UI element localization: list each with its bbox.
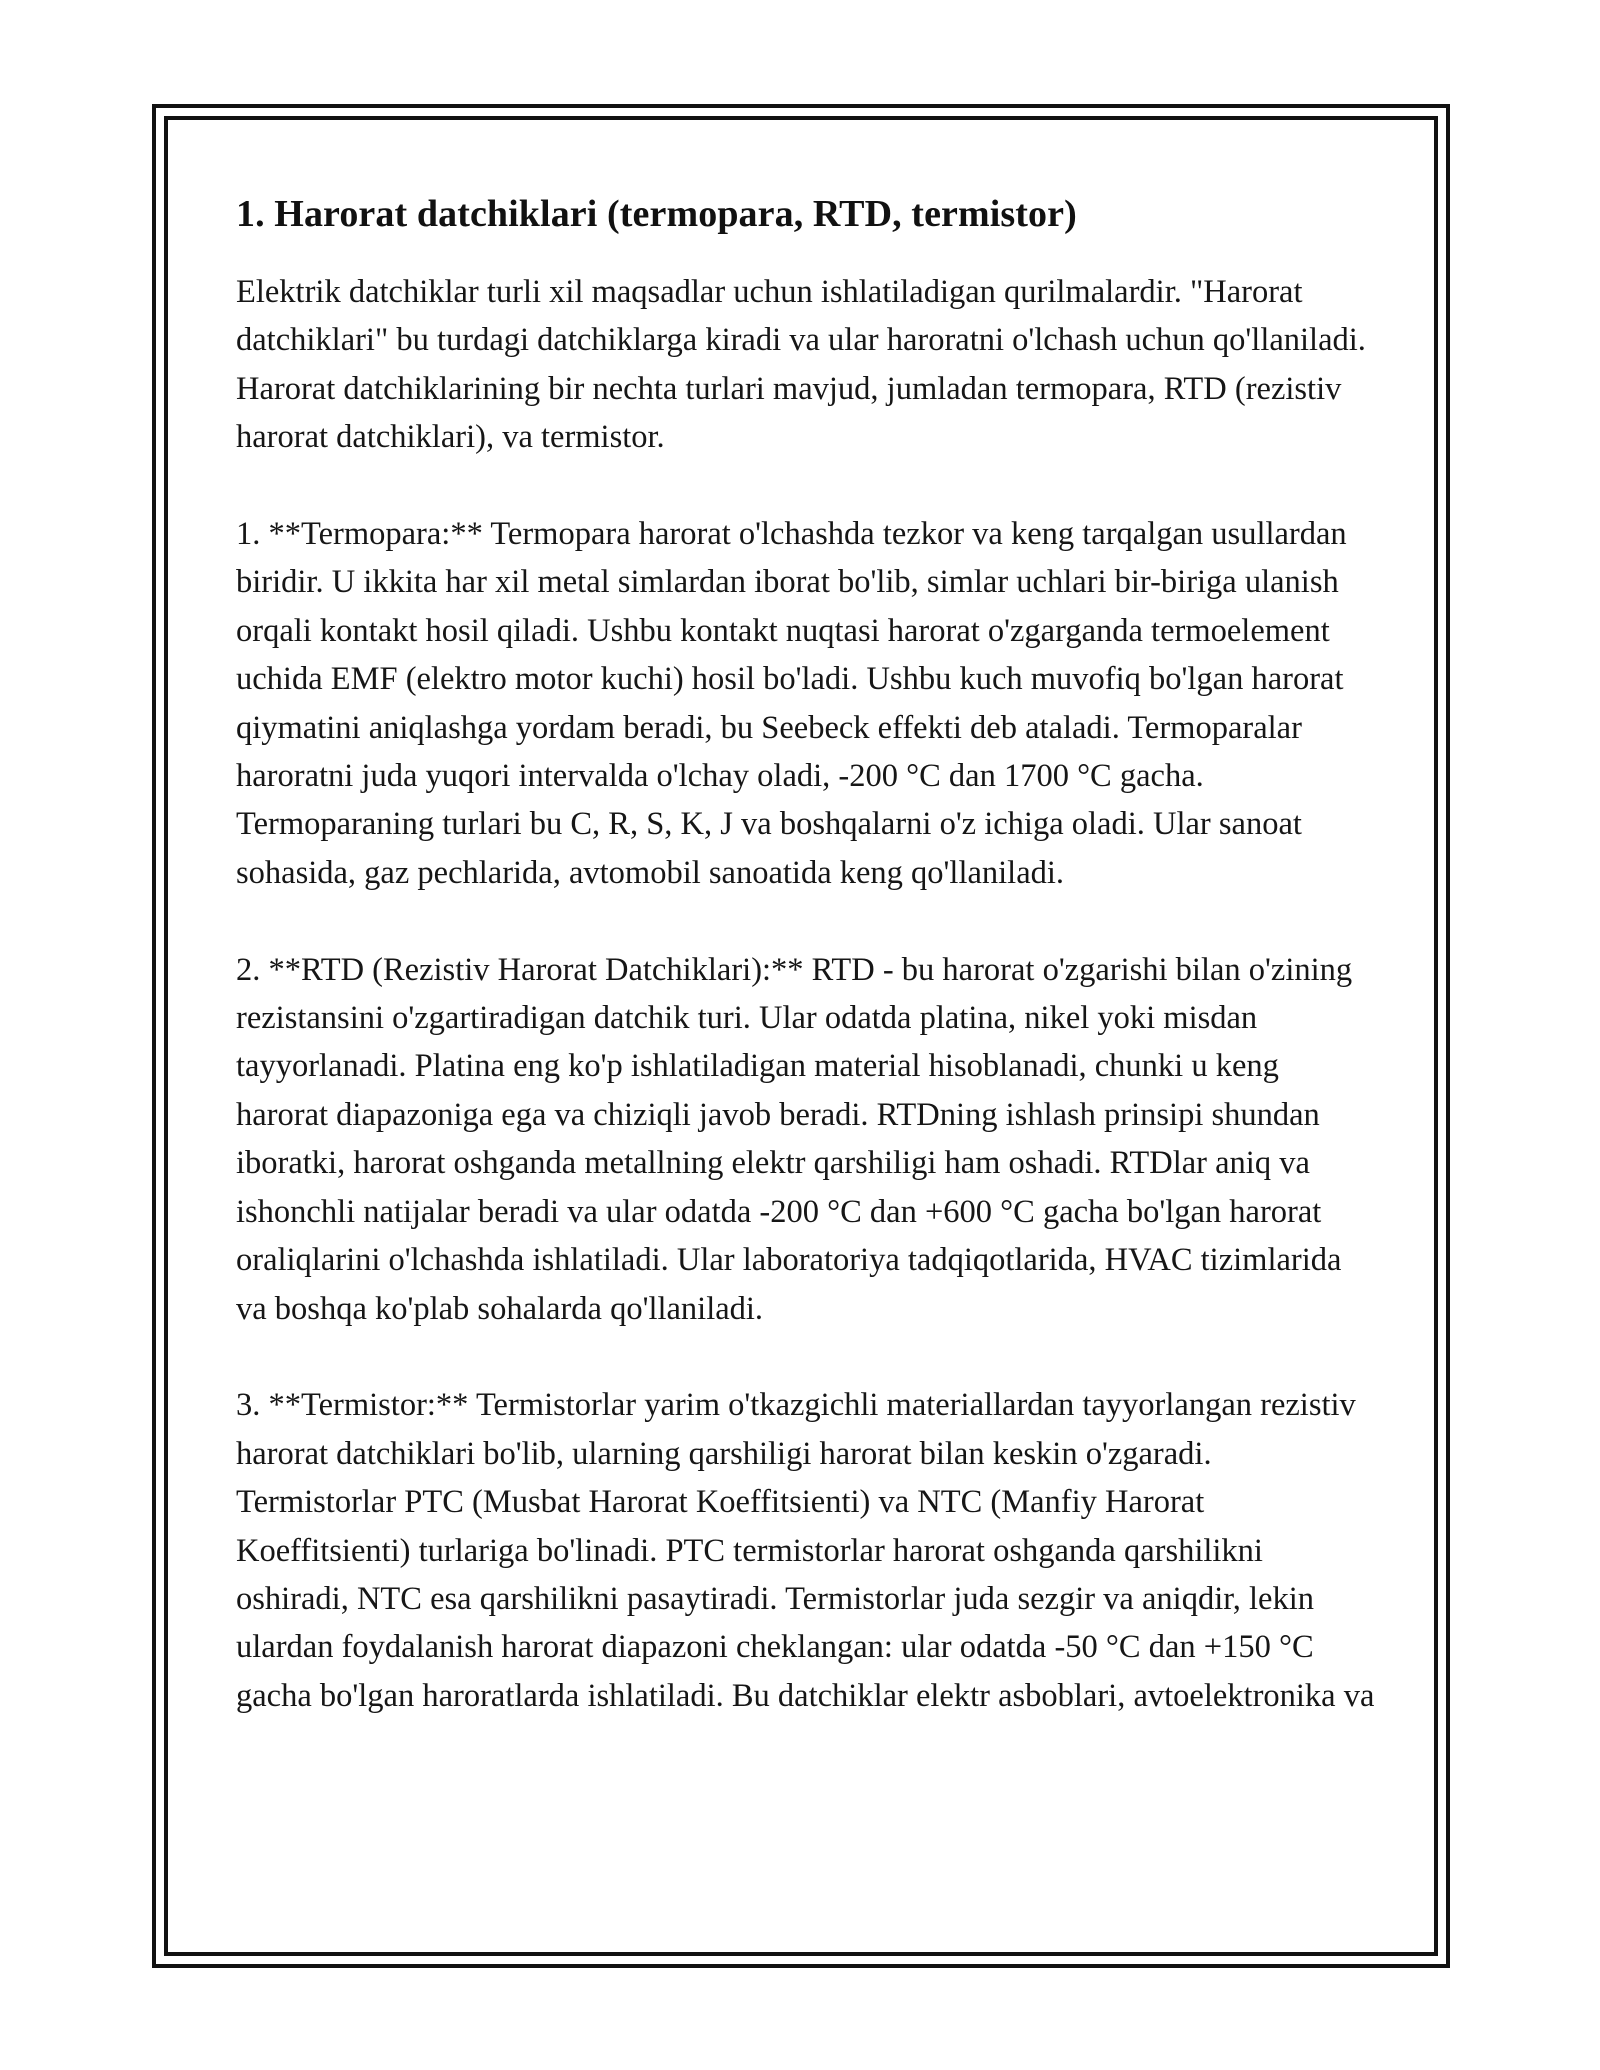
thermistor-paragraph: 3. **Termistor:** Termistorlar yarim o'tkazgichli materiallardan tayyorlangan rezistiv harorat datchiklari bo'lib, ularning qarshiligi harorat bilan keskin o'zgaradi. Termistorlar PTC (Musbat Harorat Koeffitsienti) va NTC (Manfiy Harorat Koeffitsienti) turlariga bo'linadi. PTC termistorlar harorat oshganda qarshilikni oshiradi, NTC esa qarshilikni pasaytiradi. Termistorlar juda sezgir va aniqdir, lekin ulardan foydalanish harorat diapazoni cheklangan: ular odatda -50 °C dan +150 °C gacha bo'lgan haroratlarda ishlatiladi. Bu datchiklar elektr asboblari, avtoelektronika va bbox=[236, 1387, 1375, 1714]
thermocouple-paragraph: 1. **Termopara:** Termopara harorat o'lchashda tezkor va keng tarqalgan usullardan biridir. U ikkita har xil metal simlardan iborat bo'lib, simlar uchlari bir-biriga ulanish orqali kontakt hosil qiladi. Ushbu kontakt nuqtasi harorat o'zgarganda termoelement uchida EMF (elektro motor kuchi) hosil bo'ladi. Ushbu kuch muvofiq bo'lgan harorat qiymatini aniqlashga yordam beradi, bu Seebeck effekti deb ataladi. Termoparalar haroratni juda yuqori intervalda o'lchay oladi, -200 °C dan 1700 °C gacha. Termoparaning turlari bu C, R, S, K, J va boshqalarni o'z ichiga oladi. Ular sanoat sohasida, gaz pechlarida, avtomobil sanoatida keng qo'llaniladi. bbox=[236, 516, 1347, 891]
rtd-paragraph: 2. **RTD (Rezistiv Harorat Datchiklari):** RTD - bu harorat o'zgarishi bilan o'zining rezistansini o'zgartiradigan datchik turi. Ular odatda platina, nikel yoki misdan tayyorlanadi. Platina eng ko'p ishlatiladigan material hisoblanadi, chunki u keng harorat diapazoniga ega va chiziqli javob beradi. RTDning ishlash prinsipi shundan iboratki, harorat oshganda metallning elektr qarshiligi ham oshadi. RTDlar aniq va ishonchli natijalar beradi va ular odatda -200 °C dan +600 °C gacha bo'lgan harorat oraliqlarini o'lchashda ishlatiladi. Ular laboratoriya tadqiqotlarida, HVAC tizimlarida va boshqa ko'plab sohalarda qo'llaniladi. bbox=[236, 951, 1353, 1327]
intro-paragraph: Elektrik datchiklar turli xil maqsadlar uchun ishlatiladigan qurilmalardir. "Harorat datchiklari" bu turdagi datchiklarga kiradi va ular haroratni o'lchash uchun qo'llaniladi. Harorat datchiklarining bir nechta turlari mavjud, jumladan termopara, RTD (rezistiv harorat datchiklari), va termistor. bbox=[236, 274, 1366, 456]
body-text bbox=[236, 268, 1376, 1720]
document-content bbox=[236, 190, 1376, 1720]
section-heading: 1. Harorat datchiklari (termopara, RTD, termistor) bbox=[236, 193, 1077, 235]
